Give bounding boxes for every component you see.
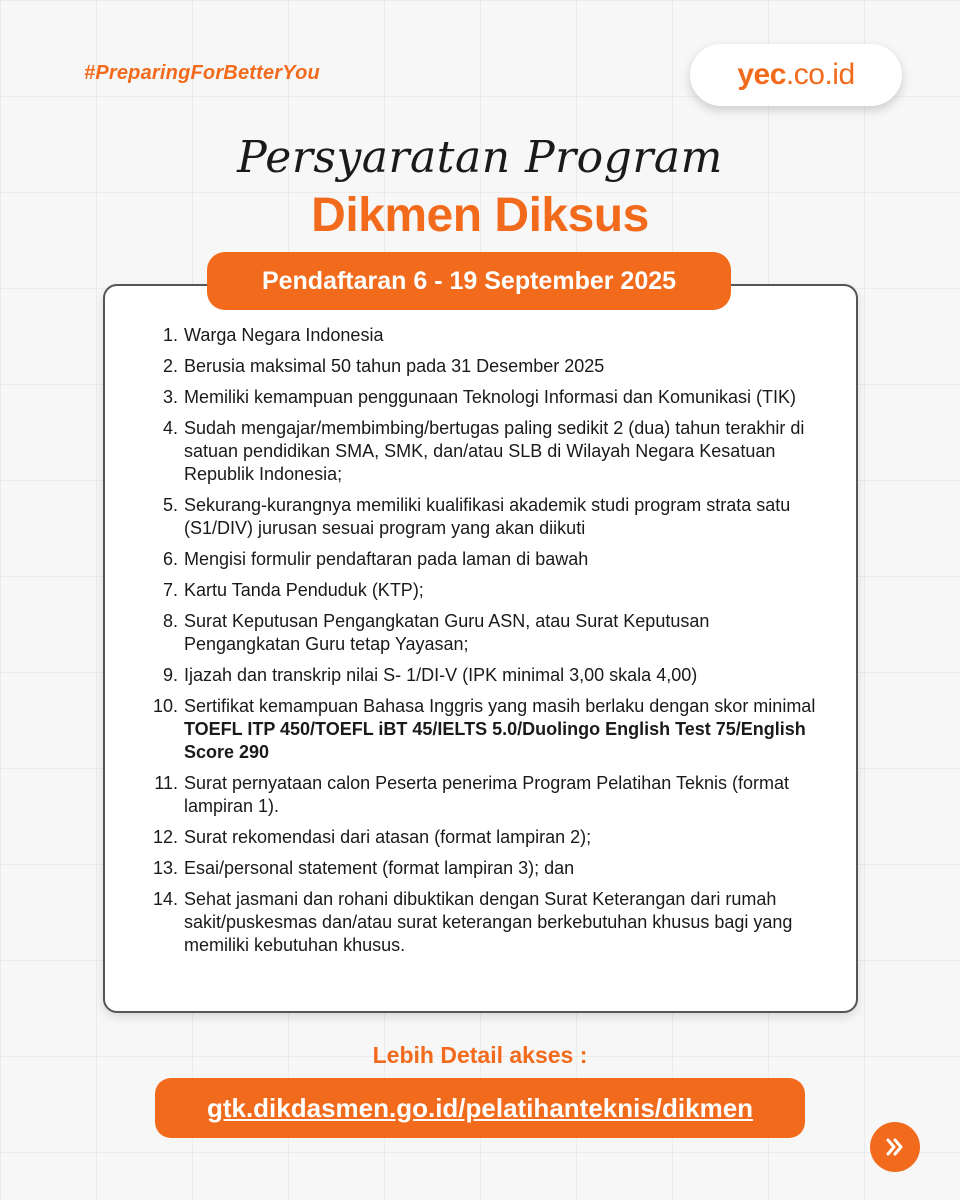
list-text: Sehat jasmani dan rohani dibuktikan dengan Surat Keterangan dari rumah sakit/puskesmas dan/atau surat keterangan berkebutuhan khusus bagi yang memiliki kebutuhan khusus. xyxy=(184,889,793,955)
logo-domain: .co.id xyxy=(785,58,855,91)
list-text: Ijazah dan transkrip nilai S- 1/DI-V (IPK minimal 3,00 skala 4,00) xyxy=(184,665,698,685)
list-item xyxy=(146,417,826,486)
list-item xyxy=(146,386,826,409)
list-text: Sekurang-kurangnya memiliki kualifikasi akademik studi program strata satu (S1/DIV) jurusan sesuai program yang akan diikuti xyxy=(184,495,791,538)
list-item xyxy=(146,548,826,571)
list-text: Sudah mengajar/membimbing/bertugas paling sedikit 2 (dua) tahun terakhir di satuan pendidikan SMA, SMK, dan/atau SLB di Wilayah Negara Kesatuan Republik Indonesia; xyxy=(184,418,805,484)
logo-brand: yec xyxy=(737,58,786,91)
list-item xyxy=(146,494,826,540)
list-text: Warga Negara Indonesia xyxy=(184,325,384,345)
list-number: 11. xyxy=(154,773,178,793)
list-text-regular: Sertifikat kemampuan Bahasa Inggris yang masih berlaku dengan skor minimal xyxy=(184,696,816,716)
list-item xyxy=(146,664,826,687)
list-item xyxy=(146,355,826,378)
hashtag: #PreparingForBetterYou xyxy=(84,62,320,84)
list-text: Kartu Tanda Penduduk (KTP); xyxy=(184,580,424,600)
list-text: Berusia maksimal 50 tahun pada 31 Desember 2025 xyxy=(184,356,605,376)
page-title: Dikmen Diksus xyxy=(311,189,649,242)
list-text xyxy=(184,695,826,764)
list-text: Surat rekomendasi dari atasan (format lampiran 2); xyxy=(184,827,592,847)
requirements-list xyxy=(146,324,826,965)
list-item xyxy=(146,695,826,764)
registration-badge: Pendaftaran 6 - 19 September 2025 xyxy=(207,252,731,310)
list-text: Surat Keputusan Pengangkatan Guru ASN, atau Surat Keputusan Pengangkatan Guru tetap Yayasan; xyxy=(184,611,710,654)
list-number: 10. xyxy=(152,696,178,716)
list-number: 12. xyxy=(152,827,178,847)
list-number: 3. xyxy=(162,387,178,407)
page-title-script: Persyaratan Program xyxy=(237,132,723,183)
registration-link[interactable]: gtk.dikdasmen.go.id/pelatihanteknis/dikmen xyxy=(155,1078,805,1138)
next-button[interactable] xyxy=(870,1122,920,1172)
list-item xyxy=(146,826,826,849)
list-text: Esai/personal statement (format lampiran 3); dan xyxy=(184,858,575,878)
logo xyxy=(690,44,902,106)
list-number: 2. xyxy=(162,356,178,376)
list-number: 4. xyxy=(162,418,178,438)
list-item xyxy=(146,772,826,818)
list-item xyxy=(146,324,826,347)
list-text-bold: TOEFL ITP 450/TOEFL iBT 45/IELTS 5.0/Duolingo English Test 75/English Score 290 xyxy=(184,719,806,762)
more-details-label: Lebih Detail akses : xyxy=(372,1042,588,1068)
list-number: 14. xyxy=(152,889,178,909)
list-text: Surat pernyataan calon Peserta penerima Program Pelatihan Teknis (format lampiran 1). xyxy=(184,773,789,816)
list-text: Mengisi formulir pendaftaran pada laman di bawah xyxy=(184,549,589,569)
list-number: 9. xyxy=(162,665,178,685)
double-chevron-right-icon xyxy=(883,1135,907,1159)
list-number: 6. xyxy=(162,549,178,569)
list-number: 5. xyxy=(162,495,178,515)
list-item xyxy=(146,857,826,880)
logo-mark xyxy=(737,58,854,92)
list-number: 8. xyxy=(162,611,178,631)
list-text: Memiliki kemampuan penggunaan Teknologi Informasi dan Komunikasi (TIK) xyxy=(184,387,796,407)
list-item xyxy=(146,888,826,957)
list-number: 1. xyxy=(162,325,178,345)
list-item xyxy=(146,610,826,656)
list-item xyxy=(146,579,826,602)
list-number: 13. xyxy=(152,858,178,878)
list-number: 7. xyxy=(162,580,178,600)
